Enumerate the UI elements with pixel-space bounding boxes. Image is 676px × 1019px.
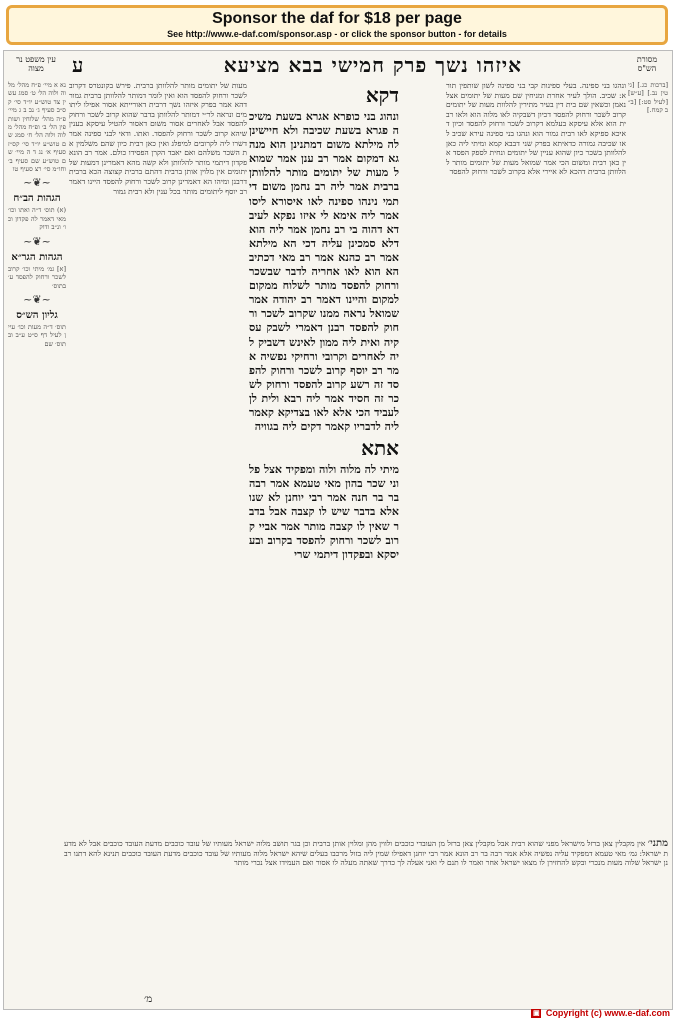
divider-ornament-2: ~❦~ — [23, 234, 51, 248]
page-catchword: מ׳ — [144, 994, 153, 1005]
page-header — [4, 53, 672, 79]
copyright-notice[interactable] — [531, 1008, 670, 1018]
copyright-text: Copyright (c) www.e-daf.com — [545, 1008, 670, 1018]
hagahot-gra-text: [א] גמ׳ מיתי וכו׳ קרוב לשכר ורחוק להפסד ע׳ בתוס׳ — [8, 264, 66, 290]
ein-mishpat-column — [8, 81, 66, 671]
sponsor-title: Sponsor the daf for $18 per page — [212, 10, 462, 27]
mishnah-label: מתני׳ — [647, 839, 668, 849]
ein-mishpat-text: נא א מיי׳ פ״ח מהל׳ מלוה ולוה הל׳ ט׳ סמג עשין צד טוש״ע יו״ד סי׳ קס״ב סעיף ג׳ נב ב ג מיי׳ פ״ה מהל׳ שלוחין ושותפין הל׳ ב׳ ופ״ח מהל׳ מלוה ולוה הל׳ ח׳ סמג שם טוש״ע יו״ד סי׳ קס״ז סעיף א׳ נג ד ה מיי׳ שם טוש״ע שם סעיף ב׳ וחו״מ סי׳ רצ סעיף טו — [8, 81, 66, 174]
sponsor-banner[interactable] — [6, 5, 668, 45]
gemara-text-2: מיתי לה מלוה ולוה ומפקיד אצל פלוני שכר בהון מאי טעמא אמר רבה בר בר חנה אמר רבי יוחנן לא שנו אלא בדבר שיש לו קצבה אבל בדבר שאין לו קצבה מותר אמר אביי קרוב לשכר ורחוק להפסד בקרוב ובעיסקא ובפקדון דיתמי שרי — [249, 463, 399, 561]
masoret-hashas-column: [ברכות כג.] [גיטין נב.] [ע״ש] [לעיל סט:] [ב״ב קמח.] — [628, 81, 668, 115]
masoret-hashas-label: מסורת הש"ס — [636, 55, 658, 73]
gemara-dibur-hamatchil: דקא — [365, 83, 399, 107]
hagahot-bach-heading: הגהות הב״ח — [13, 193, 61, 205]
gilyon-hashas-heading: גליון הש״ס — [16, 309, 58, 321]
divider-ornament: ~❦~ — [23, 176, 51, 190]
folio-number: ע — [72, 53, 84, 77]
mishnah-block — [64, 839, 668, 989]
gemara-text: ונהוג בני כופרא אגרא בשעת משיכה פגרא בשעת שכיבה ולא חיישינן לה מילתא משום דמתנינן הוא מנהגא דמקום אמר רב ענן אמר שמואל מעות של יתומים מותר להלוותן ברבית אמר ליה רב נחמן משום דיתמי נינהו ספינה לאו איסורא ליסו אמר ליה אימא לי איזו נפקא לעיבדא דהוה בי רב נחמן אמר ליה הוא דלא סמכינן עליה דכי הא מילתא אמר רב כהנא אמר רב מאי דכתיב הא הוא לאו אחריה לדבר שבשכר ורחוק להפסד מותר לשלוח ממקום למקום והיינו דאמר רב יהודה אמר שמואל נראה ממנו שקרוב לשכר ורחוק להפסד רבנן דאמרי לשבק עסקיה ואית ליה ממון לאינש דשביק ליה לאחרים וקרובי ורחיקי נפשיה אמר רב יוסף קרוב לשכר ורחוק להפסד זה רשע קרוב להפסד ורחוק לשכר זה חסיד אמר ליה רבא ולית לן לעביד הכי אלא לאו בצדיקא קאמר ליה לדבריו קאמר דקים ליה בגוויה — [249, 110, 399, 434]
hagahot-bach-text: (א) תוס׳ ד״ה ואתו וכו׳ מאי דאמר לה פקדון וכו׳ ונ״ב ודוק — [8, 206, 66, 232]
divider-ornament-3: ~❦~ — [23, 292, 51, 306]
talmud-page — [3, 50, 673, 1010]
rashi-commentary: ונהגו בני ספינה. בעלי ספינות קבי בני ספינה לשון שותפין תורא: שכיב. הולך לעיר אחרת ומניחין שם מעות של יתומים אצל נאמן וכשאין שם בית דין בעיר מתירין להלוות מעות של יתומים קרוב לשכר ורחוק להפסד דכיון דשבקיה לאו מלוה הוא ולאו רבית הוא אלא עיסקא בעלמא דקרוב לשכר ורחוק להפסד וכיון דאיכא ספיקא לאו רבית גמור הוא ונהגו בני ספינה עירא שכיב לאו שכיבה גמורה כדאיתא בפרק שני דבבא קמא ומיתי ליה כאן להלוותן בשכר כיון שהוא עניין של יתומים ונחית לספק הפסד אין כאן רבית ומשום הכי אמר שמואל מעות של יתומים מותר להלוותן ברבית דהכא לא איירי אלא בקרוב לשכר ורחוק להפסד — [446, 81, 626, 177]
gemara-dibur-hamatchil-2: אתא — [361, 436, 399, 461]
ein-mishpat-label: עין משפט נר מצוה — [16, 55, 56, 73]
gilyon-hashas-text: תוס׳ ד״ה מעות וכו׳ עיין לעיל דף ס״ט ע״ב ובתוס׳ שם — [8, 322, 66, 348]
page-title: איזהו נשך פרק חמישי בבא מציעא — [223, 53, 522, 77]
gemara-column — [249, 81, 399, 831]
mishnah-text: אין מקבלין צאן ברזל מישראל מפני שהוא רבית אבל מקבלין צאן ברזל מן העובדי כוכבים ולווין מהן ומלוין אותן ברבית וכן בגר תושב מלוה ישראל מעותיו של עובד כוכבים מדעת העובד כוכבים אבל לא מדעת ישראל: גמ׳ מאי טעמא דמפקיד עליה נפשיה אלא אמר רבה בר רב הונא אמר רבי יוחנן דאפילו שמין ליה בזול מרכבו בעלים שיהא ישראל מלוה מעותיו של עובד כוכבים מדעת העובד כוכבים תנינא להא דתנו רבנן ישראל שלוה מעות מנכרי ובקש להחזירן לו מצאו ישראל אחר ואמר לו תנם לי ואני אעלה לך כדרך שאתה מעלה לו אסור ואם העמידו אצל נכרי מותר — [64, 839, 668, 868]
hagahot-gra-heading: הגהות הגר״א — [11, 251, 63, 263]
edaf-logo-icon: ▣ — [533, 1010, 540, 1018]
sponsor-subtitle[interactable]: See http://www.e-daf.com/sponsor.asp - or click the sponsor button - for details — [167, 29, 507, 39]
tosafot-commentary: מעות של יתומים מותר להלוותן ברבית. פירש בקונטרס דקרוב לשכר ורחוק להפסד הוא ואין לומר דמותר להלוותן ברבית גמור דהא אמר בפרק איזהו נשך דרבית דאורייתא אסור אפילו ליתומים ונראה לר״י דמותר להלוותן בדבר שהוא קרוב לשכר ורחוק להפסד אבל לאחרים אסור משום דאסור להטיל עיסקא בענין שיהא קרוב לשכר ורחוק להפסד. ואתו. ודאי לבני ספינה אמר דשרו ליה לקרובים למיפלג ואין כאן רבית כיון שהם משלמין את השכר משלהם ואם יאבד הקרן הפסידו כולם. אמר רב הונא פקדון דיתמי מותר להלוותן ולא קשה מהא דאמרינן דמעות של יתומים אין מלוין אותן ברבית דהתם ברבית קצוצה הכא ברבית דרבנן ומיהו הא דאמרינן קרוב לשכר ורחוק להפסד היינו דאמר רב יוסף ליתומים מותר בכל ענין ולא רבית גמור — [69, 81, 247, 196]
